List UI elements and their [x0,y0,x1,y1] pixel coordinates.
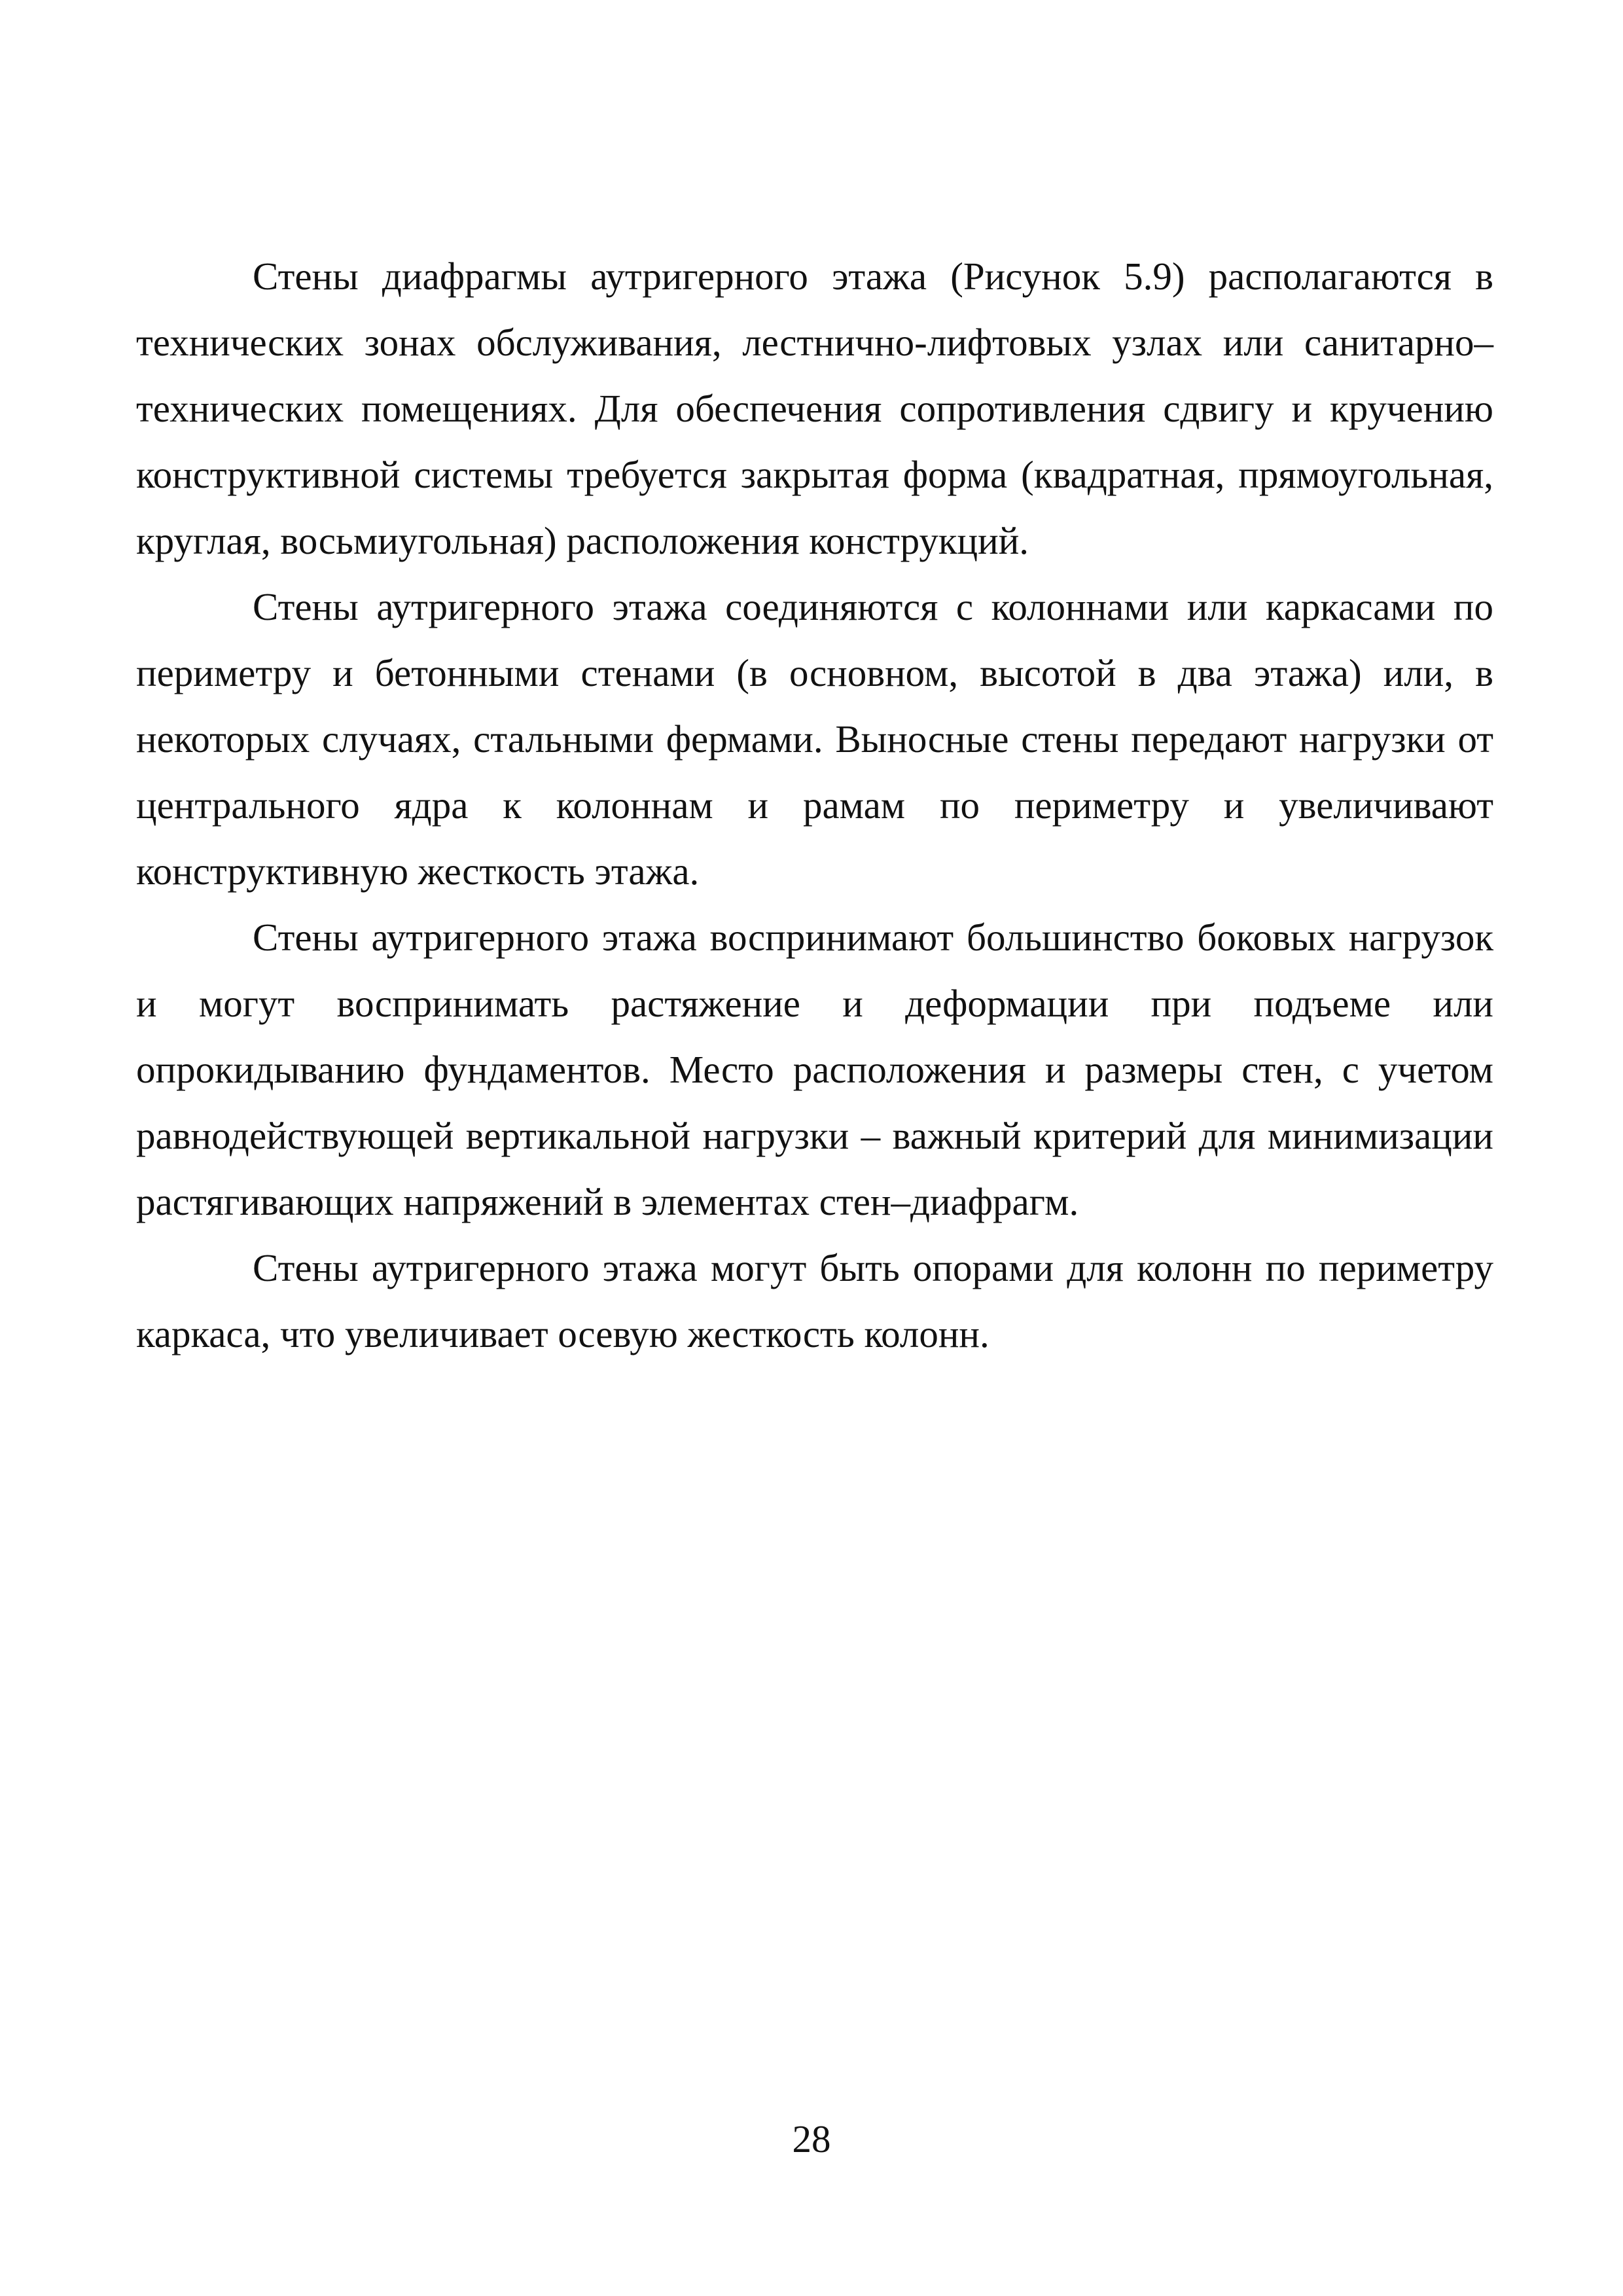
paragraph-outrigger-connections: Стены аутригерного этажа соединяются с колоннами или каркасами по периметру и бетонными стенами (в основном, высотой в два этажа) или, в некоторых случаях, стальными фермами. Выносные стены передают нагрузки от центрального ядра к колоннам и рамам по периметру и увеличивают конструктивную жесткость этажа. [136,585,1493,893]
paragraph-outrigger-location: Стены диафрагмы аутригерного этажа (Рисунок 5.9) располагаются в технических зонах обслуживания, лестнично-лифтовых узлах или санитарно–технических помещениях. Для обеспечения сопротивления сдвигу и кручению конструктивной системы требуется закрытая форма (квадратная, прямоугольная, круглая, восьмиугольная) расположения конструкций. [136,255,1493,562]
body-text [136,243,1493,1367]
page-number: 28 [792,2117,831,2161]
paragraph-column-supports: Стены аутригерного этажа могут быть опорами для колонн по периметру каркаса, что увеличивает осевую жесткость колонн. [136,1246,1493,1355]
paragraph-lateral-loads: Стены аутригерного этажа воспринимают большинство боковых нагрузок и могут воспринимать растяжение и деформации при подъеме или опрокидыванию фундаментов. Место расположения и размеры стен, с учетом равнодействующей вертикальной нагрузки – важный критерий для минимизации растягивающих напряжений в элементах стен–диафрагм. [136,916,1493,1223]
